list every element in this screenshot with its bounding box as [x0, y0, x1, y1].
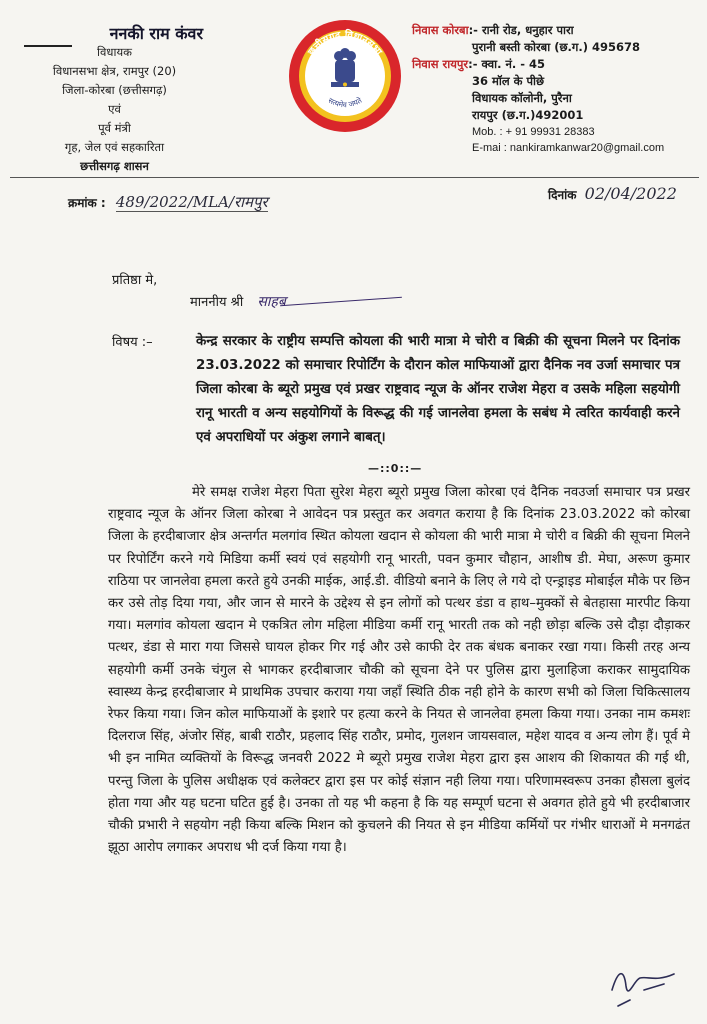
sender-name: ननकी राम कंवर [109, 24, 203, 43]
subject-text: केन्द्र सरकार के राष्ट्रीय सम्पत्ति कोयला की भारी मात्रा मे चोरी व बिक्री की सूचना मिलने पर दिनांक 23.03.2022 को समाचार रिपोर्टिंग के दौरान कोल माफियाओं द्वारा दैनिक नव उर्जा समाचार पत्र जिला कोरबा के ब्यूरो प्रमुख एवं प्रखर राष्ट्रवाद न्यूज के ऑनर राजेश मेहरा व उसके महिला सहयोगी रानू भारती व अन्य सहयोगियों के विरूद्ध की गई जानलेवा हमला के सबंध मे त्वरित कार्यवाही करने एवं अपराधियों पर अंकुश लगाने बाबत्। [196, 334, 680, 445]
seal-motto: सत्यमेव जयते [326, 95, 364, 110]
sender-designation: विधायक [97, 45, 132, 59]
letter-body [108, 482, 690, 859]
letterhead-right [412, 22, 702, 156]
addressee-strike [280, 297, 402, 307]
body-paragraph: मेरे समक्ष राजेश मेहरा पिता सुरेश मेहरा ब्यूरो प्रमुख जिला कोरबा एवं दैनिक नवउर्जा समाचार पत्र प्रखर राष्ट्रवाद न्यूज के ऑनर जिला कोरबा ने आवेदन पत्र प्रस्तुत कर अवगत कराया है कि दिनांक 23.03.2022 को कोरबा जिला के हरदीबाजार क्षेत्र अन्तर्गत मलगांव स्थित कोयला खदान से कोयला की भारी मात्रा मे चोरी व बिक्री की सूचना मिलने पर रिपोर्टिंग करने गये मिडिया कर्मी स्वयं एवं सहयोगी रानू भारती, पवन कुमार चौहान, आशीष डी. मेघा, अरूण कुमार राठिया पर जानलेवा हमला करते हुये उनकी माईक, आई.डी. वीडियो बनाने के लिए ले गये दो एन्ड्राइड मोबाईल मौके पर छिन कर उसे तोड़ दिया गया, और जान से मारने के उद्देश्य से इन लोगों को पत्थर डंडा व हाथ–मुक्कों से बेतहासा मारपीट किया गया। मलगांव कोयला खदान मे एकत्रित लोग महिला मीडिया कर्मी रानू भारती तक को नही छोड़ा बल्कि उसे दौड़ा दौड़ाकर पत्थर, डंडा से मारा गया जिससे घायल होकर गिर गई और उसे काफी देर तक बंधक बनाकर रखा गया। किसी तरह अन्य सहयोगी कर्मी उनके चंगुल से भागकर हरदीबाजार चौकी को सूचना देने पर पुलिस द्वारा मुलाहिजा कराकर सामुदायिक स्वास्थ्य केन्द्र हरदीबाजार मे प्राथमिक उपचार कराया गया जहाँ स्थिति ठीक नही होने के कारण सभी को जिला चिकित्सालय रेफर किया गया। जिन कोल माफियाओं के इशारे पर हत्या करने के नियत से जानलेवा हमला किया गया। उनका नाम कमशः दिलराज सिंह, अंजोर सिंह, बाबी राठौर, प्रहलाद सिंह राठौर, प्रमोद, गुलशन जायसवाल, महेश यादव व अन्य लोग हैं। पूर्व मे भी इन नामित व्यक्तियों के विरूद्ध जनवरी 2022 मे ब्यूरो प्रमुख राजेश मेहरा द्वारा इस आशय की शिकायत की गई थी, परन्तु जिला के पुलिस अधीक्षक एवं कलेक्टर द्वारा इस पर कोई संज्ञान नही लिया गया। परिणामस्वरूप उनका हौसला बुलंद होता गया और यह घटना घटित हुई है। उनका तो यह भी कहना है कि यह सम्पूर्ण घटना से अवगत होते हुये भी हरदीबाजार चौकी प्रभारी ने सहयोग नही किया बल्कि मिशन को कुचलने की नियत से इन मीडिया कर्मियों पर गंभीर धाराओं मे मनगढंत झूठा आरोप लगाकर अपराध भी दर्ज किया गया है। [108, 485, 690, 856]
signature-mark [604, 960, 694, 1008]
mobile-number: Mob. : + 91 99931 28383 [472, 126, 595, 138]
reference-number [68, 192, 268, 212]
sender-portfolio: गृह, जेल एवं सहकारिता [64, 140, 165, 154]
reference-label: क्रमांक : [68, 196, 106, 210]
assembly-seal-icon [287, 18, 403, 134]
addressee-name: साहब [257, 294, 286, 310]
email-address: E-mai : nankiramkanwar20@gmail.com [472, 142, 665, 154]
date-label: दिनांक [548, 188, 577, 202]
korba-label: निवास कोरबा [412, 23, 469, 37]
subject-label: विषय :– [112, 335, 153, 350]
sender-former: पूर्व मंत्री [98, 121, 131, 135]
header-rule [10, 177, 699, 178]
raipur-line4: रायपुर (छ.ग.)492001 [472, 108, 584, 122]
korba-line2: पुरानी बस्ती कोरबा (छ.ग.) 495678 [472, 40, 641, 54]
sender-and: एवं [108, 102, 121, 116]
reference-value: 489/2022/MLA/रामपुर [115, 193, 268, 211]
date-value: 02/04/2022 [584, 184, 677, 203]
sender-district: जिला-कोरबा (छत्तीसगढ़) [62, 83, 167, 97]
korba-line1: :- रानी रोड, धनुहार पारा [468, 23, 574, 37]
raipur-line1: :- क्वा. नं. - 45 [468, 57, 546, 71]
raipur-line3: विधायक कॉलोनी, पुरैना [472, 91, 572, 105]
seal-top-text: छत्तीसगढ़ विधानसभा [306, 29, 384, 58]
letterhead-left [22, 24, 207, 176]
raipur-label: निवास रायपुर [412, 57, 469, 71]
salutation-to: प्रतिष्ठा मे, [112, 273, 158, 288]
sender-constituency: विधानसभा क्षेत्र, रामपुर (20) [52, 64, 177, 78]
raipur-line2: 36 मॉल के पीछे [472, 74, 545, 88]
section-divider: —::0::— [368, 462, 423, 475]
addressee-line [190, 292, 286, 311]
letter-date [548, 184, 677, 203]
sender-government: छत्तीसगढ़ शासन [80, 159, 149, 173]
honorific: माननीय श्री [190, 295, 244, 310]
